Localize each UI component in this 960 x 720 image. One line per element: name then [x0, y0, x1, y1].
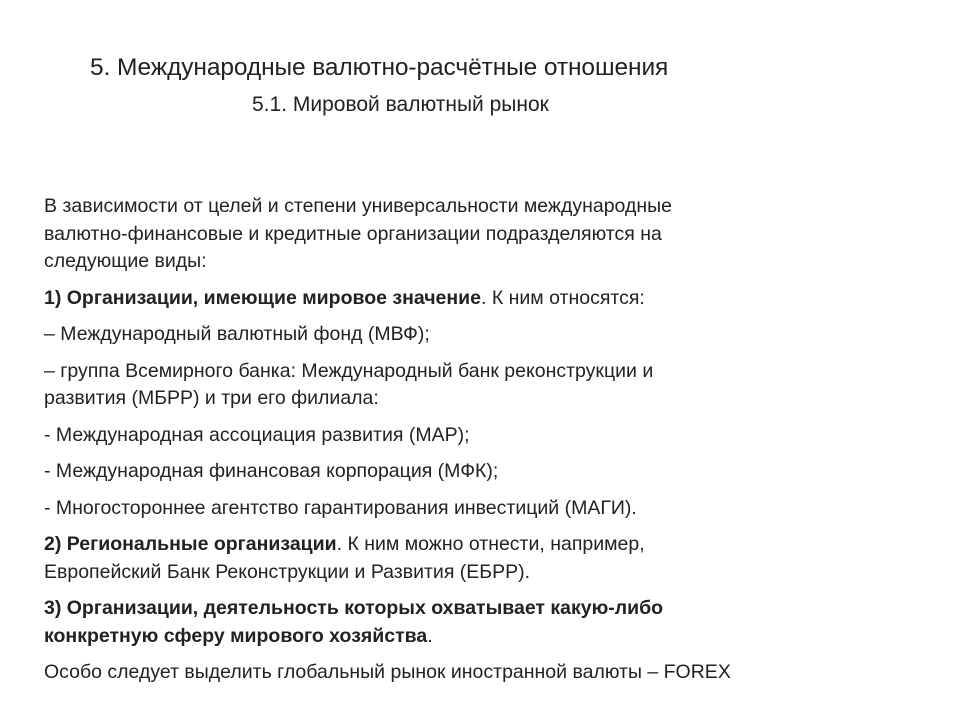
group-2-line-1 [44, 531, 924, 559]
group-3-title-end: конкретную сферу мирового хозяйства [44, 624, 428, 647]
world-bank-line-1: – группа Всемирного банка: Международный банк реконструкции и [44, 359, 654, 382]
list-item-ifc: - Международная финансовая корпорация (МФК); [44, 460, 499, 482]
group-3-line-1: 3) Организации, деятельность которых охватывает какую-либо [44, 597, 664, 619]
intro-line-3: следующие виды: [44, 250, 207, 272]
intro-line-2: валютно-финансовые и кредитные организации подразделяются на [44, 222, 662, 245]
group-2-line-2: Европейский Банк Реконструкции и Развития (ЕБРР). [44, 560, 531, 583]
world-bank-line-2: развития (МБРР) и три его филиала: [44, 387, 379, 409]
group-3-rest: . [427, 624, 433, 647]
forex-paragraph: Особо следует выделить глобальный рынок иностранной валюты – FOREX [44, 661, 731, 683]
group-1-heading [44, 285, 924, 313]
list-item-imf: – Международный валютный фонд (МВФ); [44, 323, 430, 345]
group-2-rest: . К ним можно отнести, например, [336, 533, 645, 555]
list-item-ida: - Международная ассоциация развития (МАР); [44, 423, 470, 446]
slide-body [44, 193, 924, 696]
list-item-world-bank [44, 358, 924, 413]
group-2-heading [44, 531, 924, 586]
group-1-rest: . К ним относятся: [481, 286, 645, 309]
slide-subtitle: 5.1. Мировой валютный рынок [252, 93, 549, 116]
slide-title: 5. Международные валютно-расчётные отношения [90, 54, 669, 81]
group-2-title: 2) Региональные организации [44, 533, 337, 555]
list-item-miga: - Многостороннее агентство гарантирования инвестиций (МАГИ). [44, 496, 637, 519]
intro-paragraph [44, 193, 924, 276]
group-1-title: 1) Организации, имеющие мировое значение [44, 286, 482, 309]
group-3-line-2 [44, 623, 924, 651]
intro-line-1: В зависимости от целей и степени универсальности международные [44, 195, 672, 217]
group-3-heading [44, 595, 924, 650]
